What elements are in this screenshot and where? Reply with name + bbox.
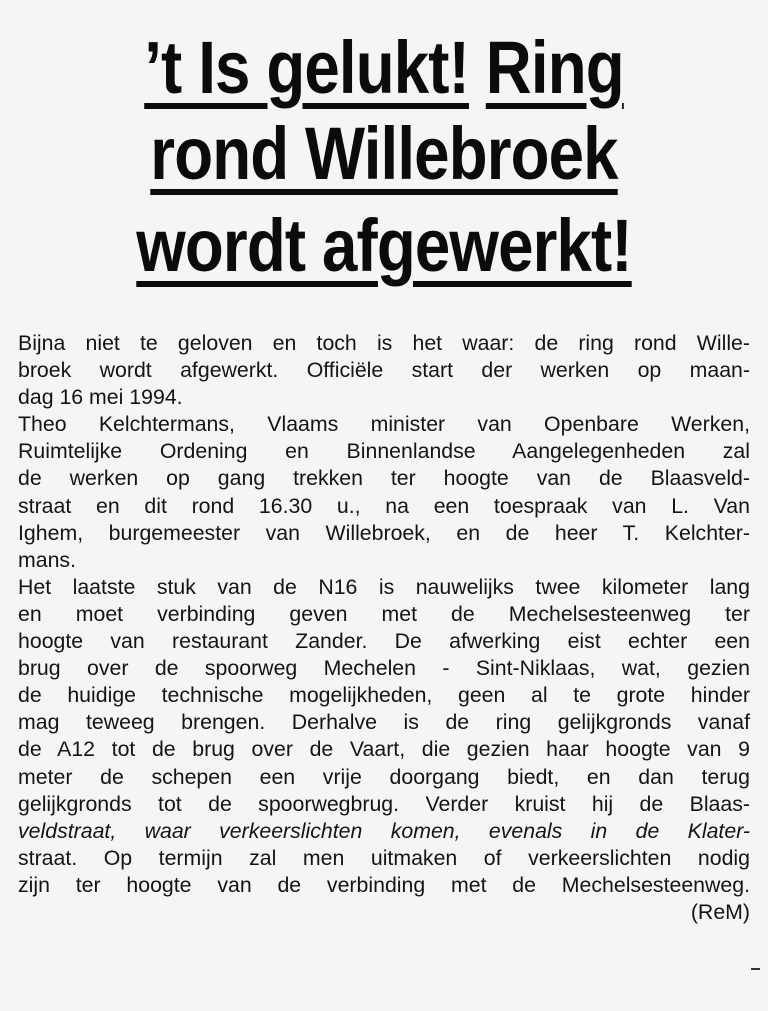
article-line: Het laatste stuk van de N16 is nauwelijks twee kilometer lang	[18, 574, 750, 599]
headline-line-1	[54, 22, 714, 114]
article-line: hoogte van restaurant Zander. De afwerking eist echter een	[18, 629, 750, 654]
article-line: meter de schepen een vrije doorgang biedt, en dan terug	[18, 764, 750, 789]
article-line: Bijna niet te geloven en toch is het waar: de ring rond Wille-	[18, 331, 750, 355]
article-line: en moet verbinding geven met de Mechelsesteenweg ter	[18, 601, 750, 626]
article-line: de werken op gang trekken ter hoogte van de Blaasveld-	[18, 466, 750, 491]
article-line: straat en dit rond 16.30 u., na een toespraak van L. Van	[18, 493, 750, 518]
headline-line-2-text: rond Willebroek	[150, 112, 618, 195]
headline-line-3	[54, 200, 714, 292]
article-line: veldstraat, waar verkeerslichten komen, evenals in de Klater-	[18, 818, 750, 843]
article-line: brug over de spoorweg Mechelen - Sint-Niklaas, wat, gezien	[18, 656, 750, 681]
article-line: Theo Kelchtermans, Vlaams minister van Openbare Werken,	[18, 412, 750, 437]
article-line: straat. Op termijn zal men uitmaken of verkeerslichten nodig	[18, 845, 750, 870]
article-line: de A12 tot de brug over de Vaart, die gezien haar hoogte van 9	[18, 737, 750, 762]
article-signature: (ReM)	[690, 899, 750, 924]
article-line: mag teweeg brengen. Derhalve is de ring gelijkgronds vanaf	[18, 710, 750, 735]
headline-part-1: ’t Is gelukt!	[144, 26, 469, 109]
article-body	[18, 330, 750, 926]
article-line: gelijkgronds tot de spoorwegbrug. Verder kruist hij de Blaas-	[18, 791, 750, 816]
headline-part-2: Ring	[485, 26, 624, 109]
article-line: Ruimtelijke Ordening en Binnenlandse Aangelegenheden zal	[18, 439, 750, 464]
article-line: broek wordt afgewerkt. Officiële start der werken op maan-	[18, 358, 750, 383]
article-line: dag 16 mei 1994.	[18, 385, 183, 410]
article-line: mans.	[18, 547, 76, 572]
article-line: de huidige technische mogelijkheden, geen al te grote hinder	[18, 683, 750, 708]
headline-line-3-text: wordt afgewerkt!	[136, 204, 632, 287]
article-line: zijn ter hoogte van de verbinding met de Mechelsesteenweg.	[18, 872, 750, 897]
headline-line-2	[54, 108, 714, 200]
article-line: Ighem, burgemeester van Willebroek, en de heer T. Kelchter-	[18, 520, 750, 545]
print-mark	[751, 968, 760, 970]
